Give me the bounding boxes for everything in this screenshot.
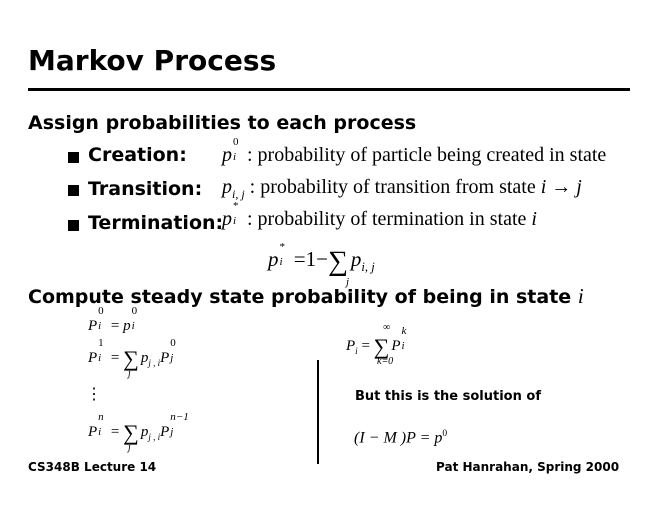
termination-equation: p * i =1−∑ $p_{i, j}$	[268, 241, 375, 277]
equation-pi-sum: $P_i$ = ∑ P k i	[346, 325, 407, 359]
transition-text-b: transition from state	[374, 176, 536, 198]
creation-symbol-sup: 0	[233, 136, 239, 148]
creation-symbol-sub: i	[233, 151, 237, 163]
title-underline	[28, 88, 630, 91]
footer-course: CS348B Lecture 14	[28, 460, 157, 474]
sum-index-1: j	[128, 368, 131, 379]
termination-symbol-sub: i	[233, 215, 237, 227]
creation-symbol: p	[222, 144, 232, 166]
sum-top-limit: ∞	[383, 322, 391, 333]
transition-symbol: p	[222, 176, 232, 198]
arrow-right-icon: →	[551, 176, 572, 198]
transition-definition	[222, 176, 582, 202]
equation-p0: P 0 i = p 0 i	[88, 305, 138, 334]
termination-symbol: p	[222, 208, 232, 230]
solution-equation: (I − M )$P = p^0$	[354, 428, 448, 447]
heading-compute: Compute steady state probability of being in state i	[28, 284, 584, 308]
sum-bottom-limit: k=0	[377, 356, 394, 367]
bullet-label-creation: Creation:	[88, 144, 187, 166]
equation-pn: P n i = ∑ $p_{j , i}P$ n−1 j	[88, 411, 189, 445]
termination-var-i: i	[531, 208, 537, 230]
heading-assign: Assign probabilities to each process	[28, 112, 417, 134]
vertical-ellipsis-icon: ⋮	[86, 386, 102, 403]
creation-text-a: : probability of	[247, 144, 367, 166]
sum-symbol: ∑	[327, 246, 348, 277]
vertical-divider	[317, 360, 319, 464]
footer-author: Pat Hanrahan, Spring 2000	[436, 460, 620, 474]
termination-text-b: termination in state	[371, 208, 527, 230]
bullet-square-icon	[68, 220, 79, 231]
transition-text-a: : probability of	[249, 176, 370, 198]
termination-text-a: : probability of	[247, 208, 367, 230]
transition-var-j: j	[576, 176, 582, 198]
termination-definition	[222, 200, 537, 231]
transition-var-i: i	[540, 176, 547, 198]
termination-symbol-sup: *	[233, 200, 239, 212]
creation-text-b: particle being created in state	[371, 144, 607, 166]
slide-title: Markov Process	[28, 44, 277, 77]
bullet-square-icon	[68, 152, 79, 163]
creation-definition	[222, 136, 607, 167]
sum-index-n: j	[128, 442, 131, 453]
transition-symbol-sub: i, j	[232, 187, 245, 201]
bullet-label-transition: Transition:	[88, 178, 203, 200]
equation-p1: P 1 i = ∑ $p_{j , i}P$ 0 j	[88, 337, 176, 371]
termination-sum-index: j	[346, 276, 350, 288]
bullet-label-termination: Termination:	[88, 212, 224, 234]
bullet-square-icon	[68, 185, 79, 196]
solution-note: But this is the solution of	[355, 389, 541, 404]
